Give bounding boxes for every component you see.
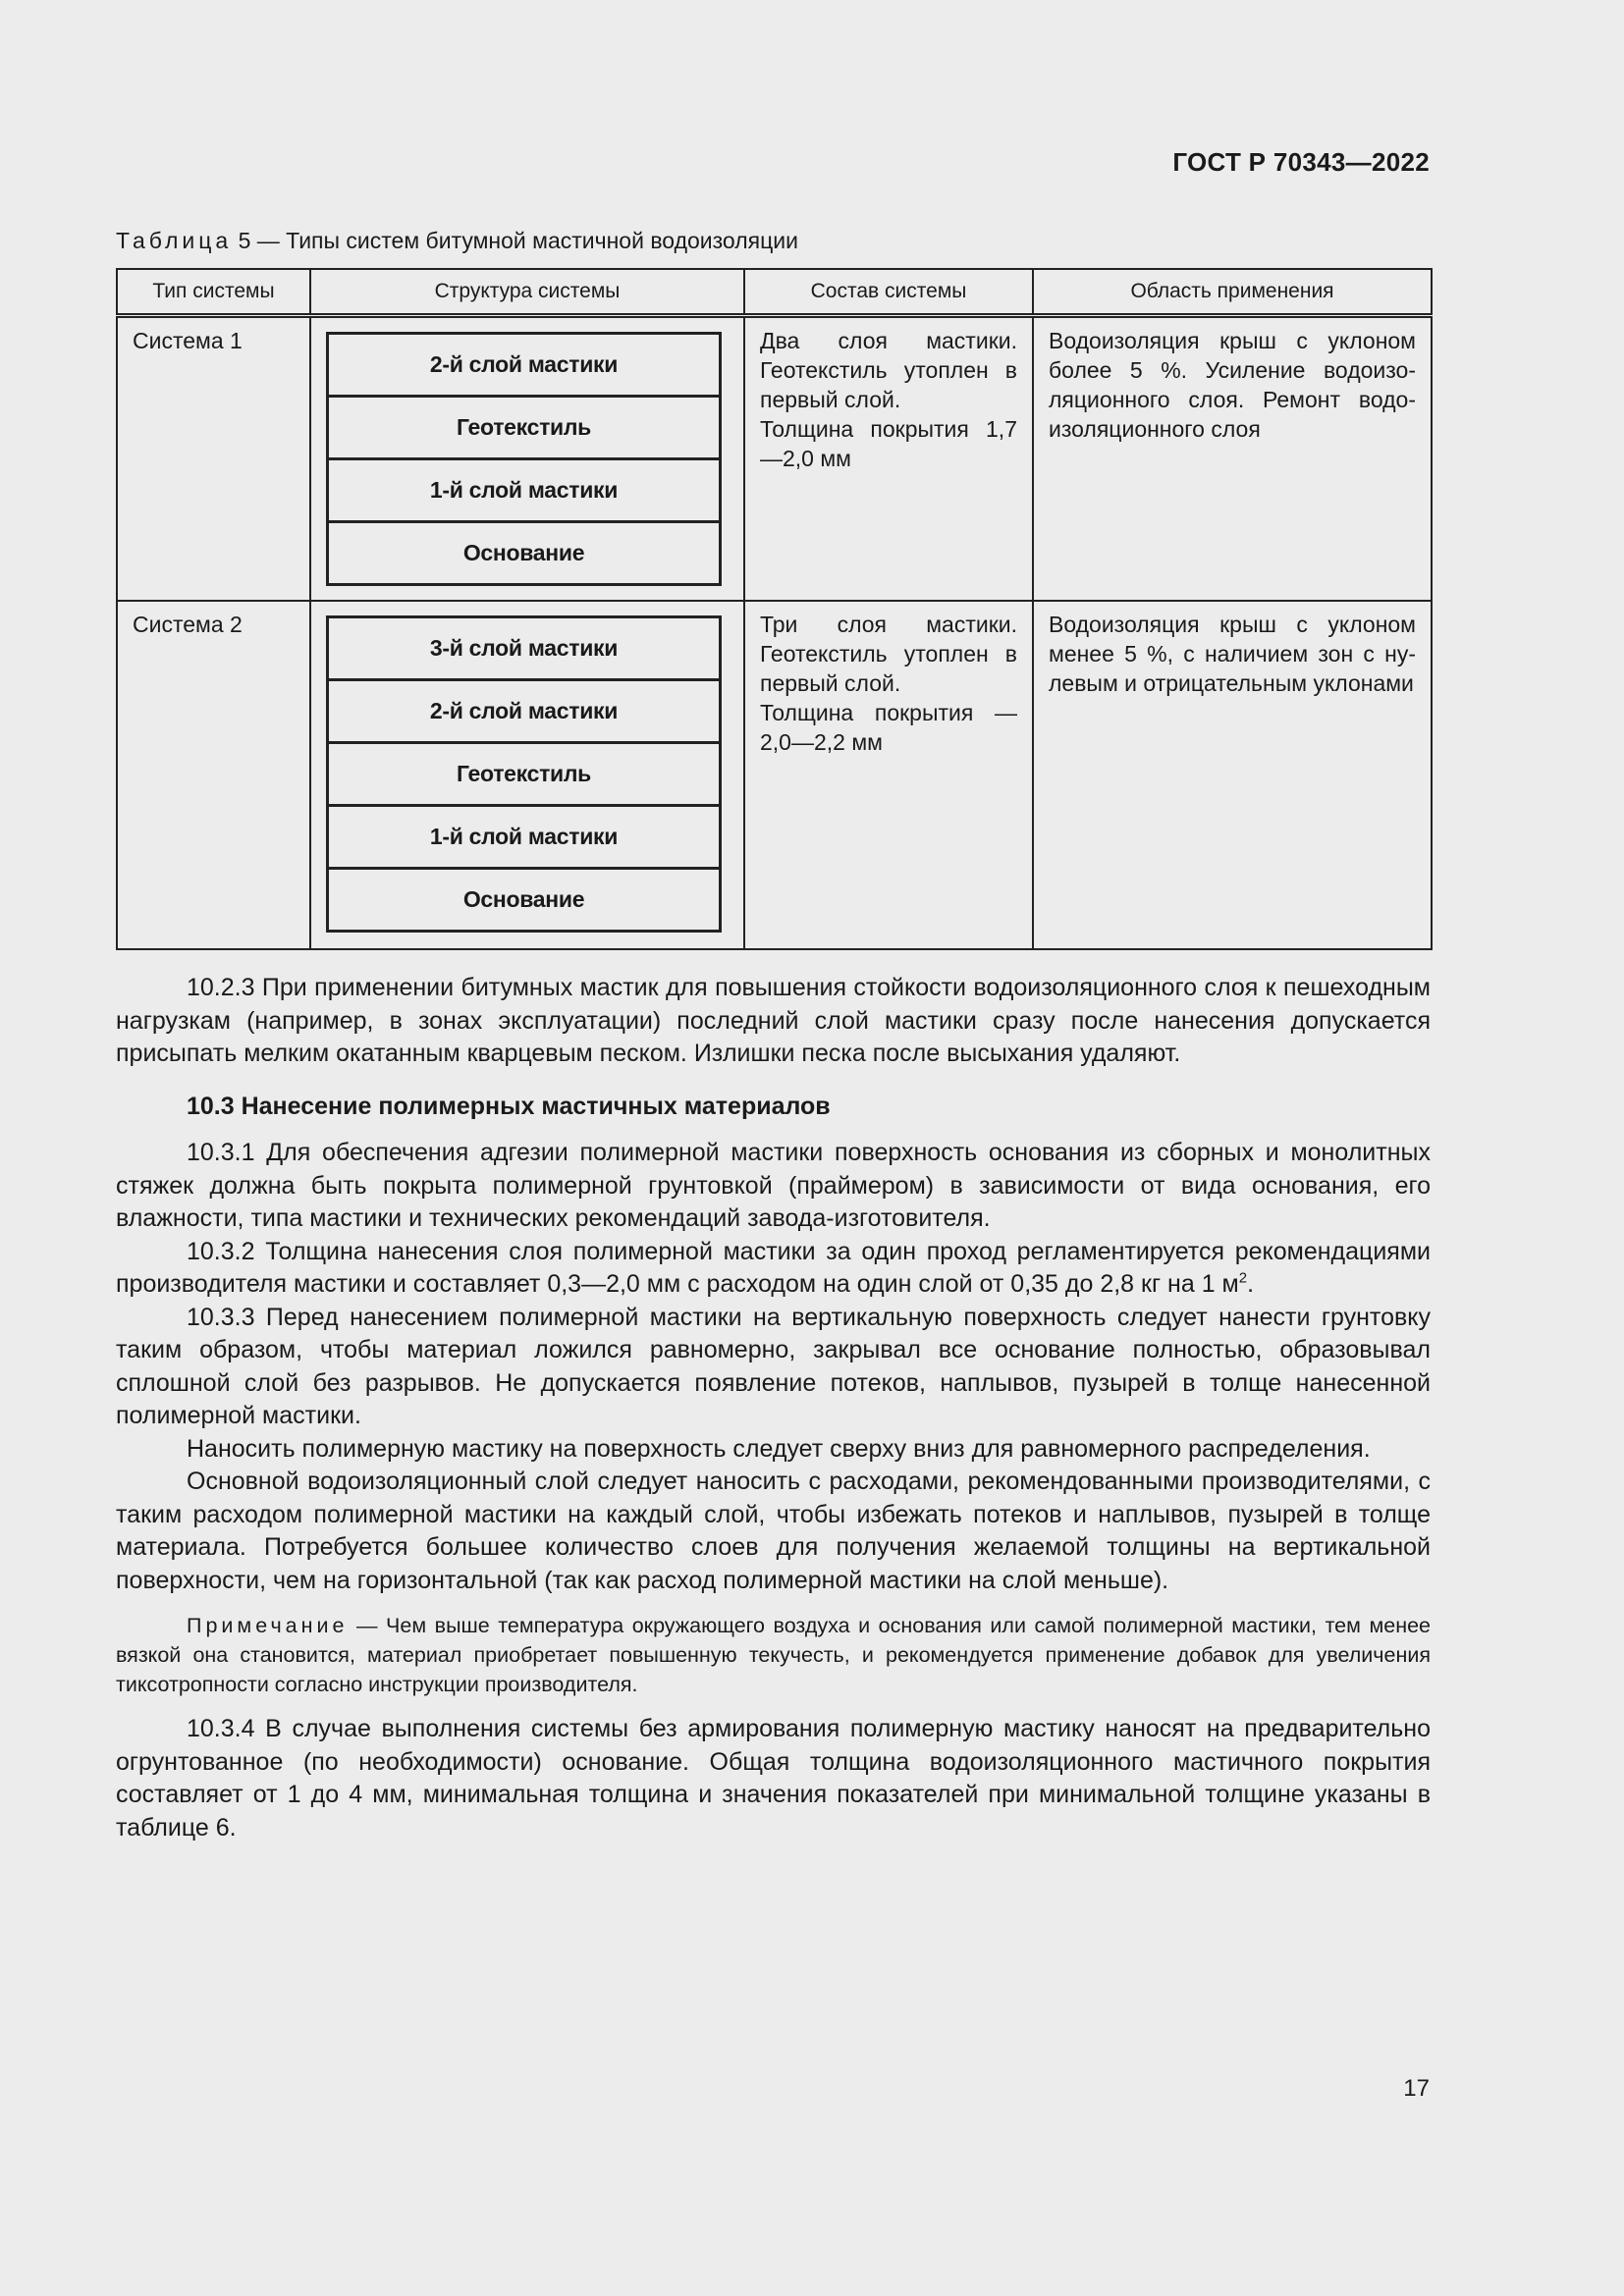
body-text (116, 972, 1431, 1844)
paragraph-10-3-2 (116, 1236, 1431, 1302)
paragraph-main-layer: Основной водоизоляционный слой следует наносить с расходами, рекомендованными производителями, с таким расходом полимерной мастики на каждый слой, чтобы избежать потеков и наплывов, пузырей в толще материала. Потребуется большее количество слоев для получения желаемой толщины на вертикальной поверхности, чем на горизонтальной (так как расход полимерной мастики на слой меньше). (116, 1468, 1431, 1594)
layer-box: 2-й слой мастики (329, 681, 719, 744)
paragraph-10-3-2-end: . (1247, 1270, 1255, 1298)
header-system-composition: Состав системы (744, 269, 1033, 316)
layer-box: Геотекстиль (329, 398, 719, 460)
paragraph-10-2-3: 10.2.3 При применении битумных мастик для повышения стойкости водоизоляционного слоя к пешеходным нагрузкам (например, в зонах эксплуатации) последний слой мастики сразу после нанесения допускается присыпать мелким окатанным кварцевым песком. Излишки песка после высыхания удаляют. (116, 974, 1431, 1067)
composition-line: Два слоя мастики. Геотекстиль утоплен в первый слой. (760, 328, 1017, 412)
paragraph-10-3-2-text: 10.3.2 Толщина нанесения слоя полимерной мастики за один проход регламентируется рекомендациями производителя мастики и составляет 0,3—2,0 мм с расходом на один слой от 0,35 до 2,8 кг на 1 м (116, 1237, 1431, 1298)
note-label: Примечание (187, 1614, 349, 1637)
layer-box: 1-й слой мастики (329, 807, 719, 870)
header-application-area: Область применения (1033, 269, 1432, 316)
layer-box: Основание (462, 886, 585, 912)
table-caption-title: 5 — Типы систем битумной мастичной водоизоляции (232, 228, 798, 253)
document-code: ГОСТ Р 70343—2022 (1172, 147, 1430, 177)
application-cell: Водоизоляция крыш с уклоном более 5 %. Усиление водоизоляционного слоя. Ремонт водоизоляционного слоя (1049, 328, 1416, 442)
table-header-row (117, 269, 1432, 316)
layer-box: 1-й слой мастики (329, 460, 719, 523)
page-number: 17 (1403, 2075, 1430, 2102)
composition-cell (745, 318, 1032, 481)
system-type-cell: Система 2 (133, 612, 243, 637)
section-heading-10-3: 10.3 Нанесение полимерных мастичных материалов (187, 1092, 831, 1120)
composition-line: Толщина покрытия 1,7—2,0 мм (760, 416, 1017, 471)
table-caption (116, 228, 798, 254)
layer-box: Геотекстиль (329, 744, 719, 807)
layer-box: Основание (462, 540, 585, 565)
note-text: — Чем выше температура окружающего воздуха и основания или самой полимерной мастики, тем менее вязкой она становится, материал приобретает повышенную текучесть, и рекомендуется применение добавок для увеличения тиксотропности согласно инструкции производителя. (116, 1614, 1431, 1696)
paragraph-apply-direction: Наносить полимерную мастику на поверхность следует сверху вниз для равномерного распределения. (187, 1434, 1371, 1463)
superscript-2: 2 (1238, 1269, 1248, 1287)
layer-box: 3-й слой мастики (329, 618, 719, 681)
paragraph-10-3-1: 10.3.1 Для обеспечения адгезии полимерной мастики поверхность основания из сборных и монолитных стяжек должна быть покрыта полимерной грунтовкой (праймером) в зависимости от вида основания, его влажности, типа мастики и технических рекомендаций завода-изготовителя. (116, 1139, 1431, 1232)
system-type-cell: Система 1 (133, 328, 243, 353)
layer-stack-diagram (326, 332, 722, 586)
application-cell: Водоизоляция крыш с уклоном менее 5 %, с наличием зон с нулевым и отрицательным уклонами (1049, 612, 1416, 696)
paragraph-10-3-3: 10.3.3 Перед нанесением полимерной мастики на вертикальную поверхность следует нанести грунтовку таким образом, чтобы материал ложился равномерно, закрывал все основание полностью, образовывал сплошной слой без разрывов. Не допускается появление потеков, наплывов, пузырей в толще нанесенной полимерной мастики. (116, 1303, 1431, 1429)
note (116, 1611, 1431, 1699)
waterproofing-systems-table (116, 268, 1433, 950)
header-system-type: Тип системы (117, 269, 310, 316)
composition-line: Толщина покрытия — 2,0—2,2 мм (760, 700, 1017, 755)
paragraph-10-3-4: 10.3.4 В случае выполнения системы без армирования полимерную мастику наносят на предварительно огрунтованное (по необходимости) основание. Общая толщина водоизоляционного мастичного покрытия составляет от 1 до 4 мм, минимальная толщина и значения показателей при минимальной толщине указаны в таблице 6. (116, 1715, 1431, 1842)
table-caption-label: Таблица (116, 228, 233, 253)
composition-cell (745, 602, 1032, 765)
table-row (117, 316, 1432, 602)
table-row (117, 601, 1432, 949)
header-system-structure: Структура системы (310, 269, 744, 316)
layer-stack-diagram (326, 615, 722, 933)
composition-line: Три слоя мастики. Геотекстиль утоплен в первый слой. (760, 612, 1017, 696)
layer-box: 2-й слой мастики (329, 335, 719, 398)
